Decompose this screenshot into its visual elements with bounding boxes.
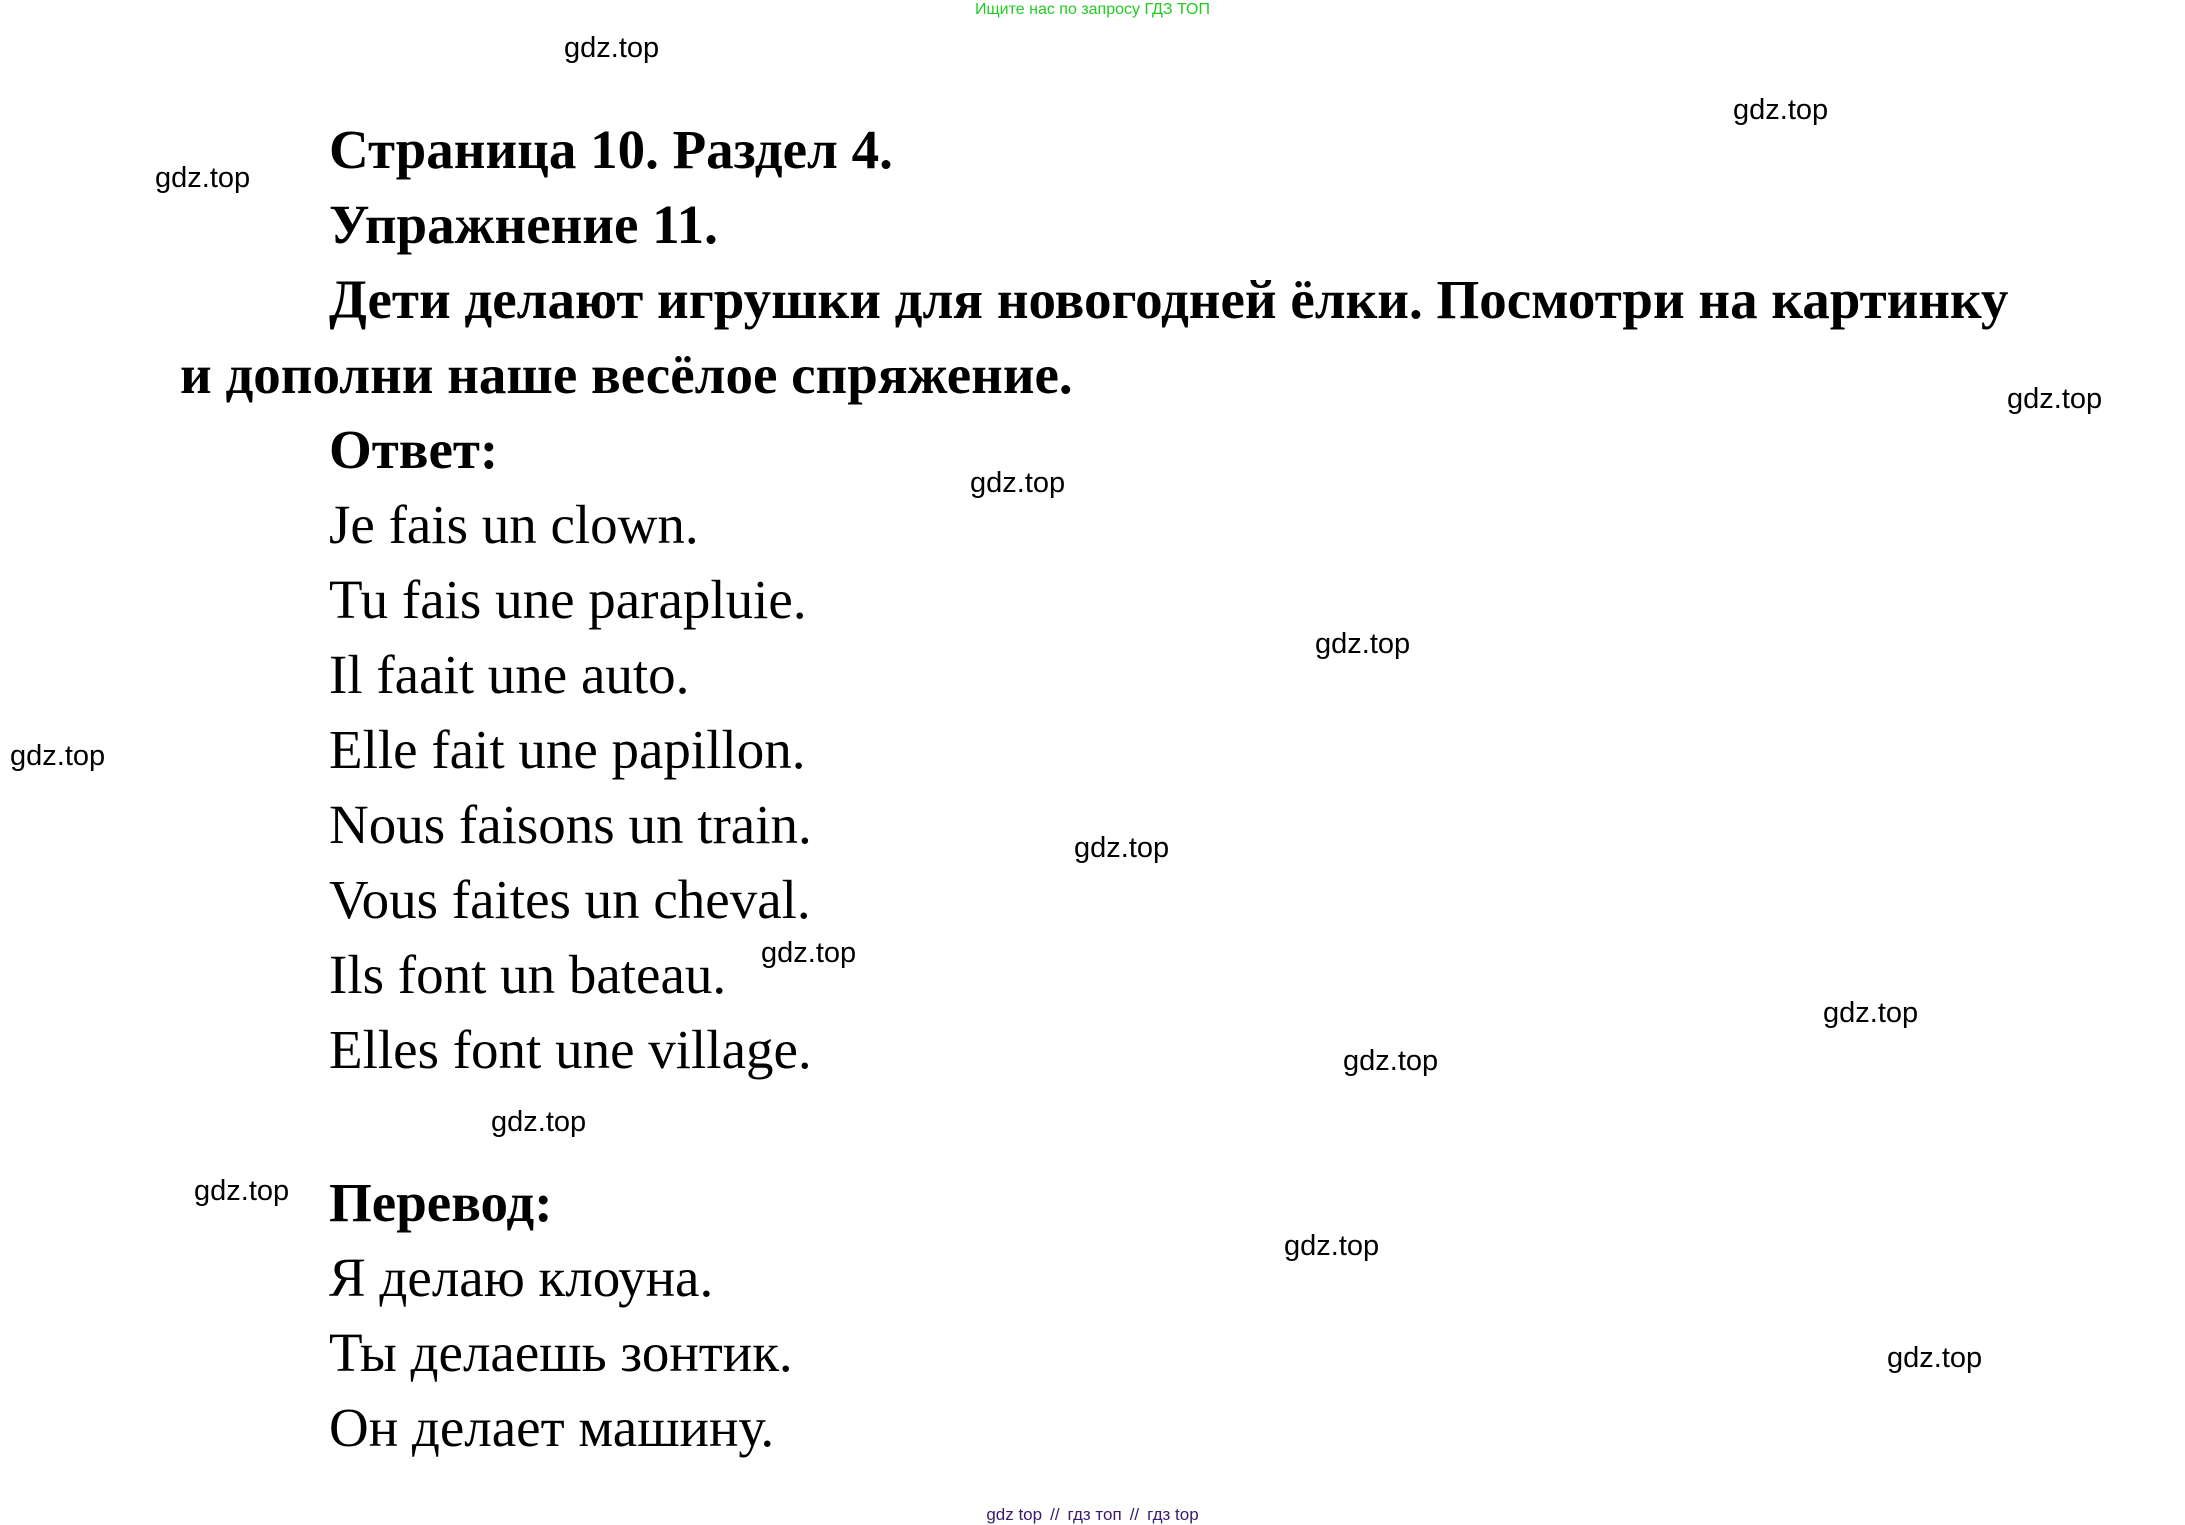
answer-line: Elle fait une papillon. — [329, 719, 806, 780]
answer-line: Je fais un clown. — [329, 494, 699, 555]
footer-link[interactable]: gdz top — [986, 1505, 1043, 1524]
footer-link[interactable]: гдз top — [1147, 1505, 1199, 1524]
watermark: gdz.top — [1315, 628, 1411, 660]
translation-line: Я делаю клоуна. — [329, 1247, 714, 1308]
watermark: gdz.top — [1343, 1045, 1439, 1077]
watermark: gdz.top — [970, 467, 1066, 499]
page-title: Страница 10. Раздел 4. — [329, 119, 893, 180]
answer-line: Nous faisons un train. — [329, 794, 812, 855]
answer-label: Ответ: — [329, 419, 499, 480]
watermark: gdz.top — [194, 1175, 290, 1207]
watermark: gdz.top — [1887, 1342, 1983, 1374]
answer-line: Tu fais une parapluie. — [329, 569, 807, 630]
watermark: gdz.top — [2007, 383, 2103, 415]
watermark: gdz.top — [1733, 94, 1829, 126]
answer-line: Elles font une village. — [329, 1019, 812, 1080]
watermark: gdz.top — [761, 937, 857, 969]
answer-line: Il faait une auto. — [329, 644, 690, 705]
watermark: gdz.top — [564, 32, 660, 64]
exercise-title: Упражнение 11. — [329, 194, 718, 255]
task-text-line-2: и дополни наше весёлое спряжение. — [180, 344, 1073, 405]
footer-link[interactable]: гдз топ — [1067, 1505, 1122, 1524]
watermark: gdz.top — [155, 162, 251, 194]
watermark: gdz.top — [491, 1106, 587, 1138]
watermark: gdz.top — [1074, 832, 1170, 864]
search-banner: Ищите нас по запросу ГДЗ ТОП — [975, 1, 1210, 18]
watermark: gdz.top — [1823, 997, 1919, 1029]
footer-separator: // — [1129, 1505, 1140, 1524]
answer-line: Vous faites un cheval. — [329, 869, 811, 930]
footer-links — [0, 1505, 2185, 1525]
answer-line: Ils font un bateau. — [329, 944, 727, 1005]
watermark: gdz.top — [10, 740, 106, 772]
footer-separator: // — [1050, 1505, 1060, 1524]
translation-line: Ты делаешь зонтик. — [329, 1322, 793, 1383]
task-text-line-1: Дети делают игрушки для новогодней ёлки. Посмотри на картинку — [329, 269, 2009, 330]
translation-label: Перевод: — [329, 1172, 553, 1233]
translation-line: Он делает машину. — [329, 1397, 775, 1458]
watermark: gdz.top — [1284, 1230, 1380, 1262]
